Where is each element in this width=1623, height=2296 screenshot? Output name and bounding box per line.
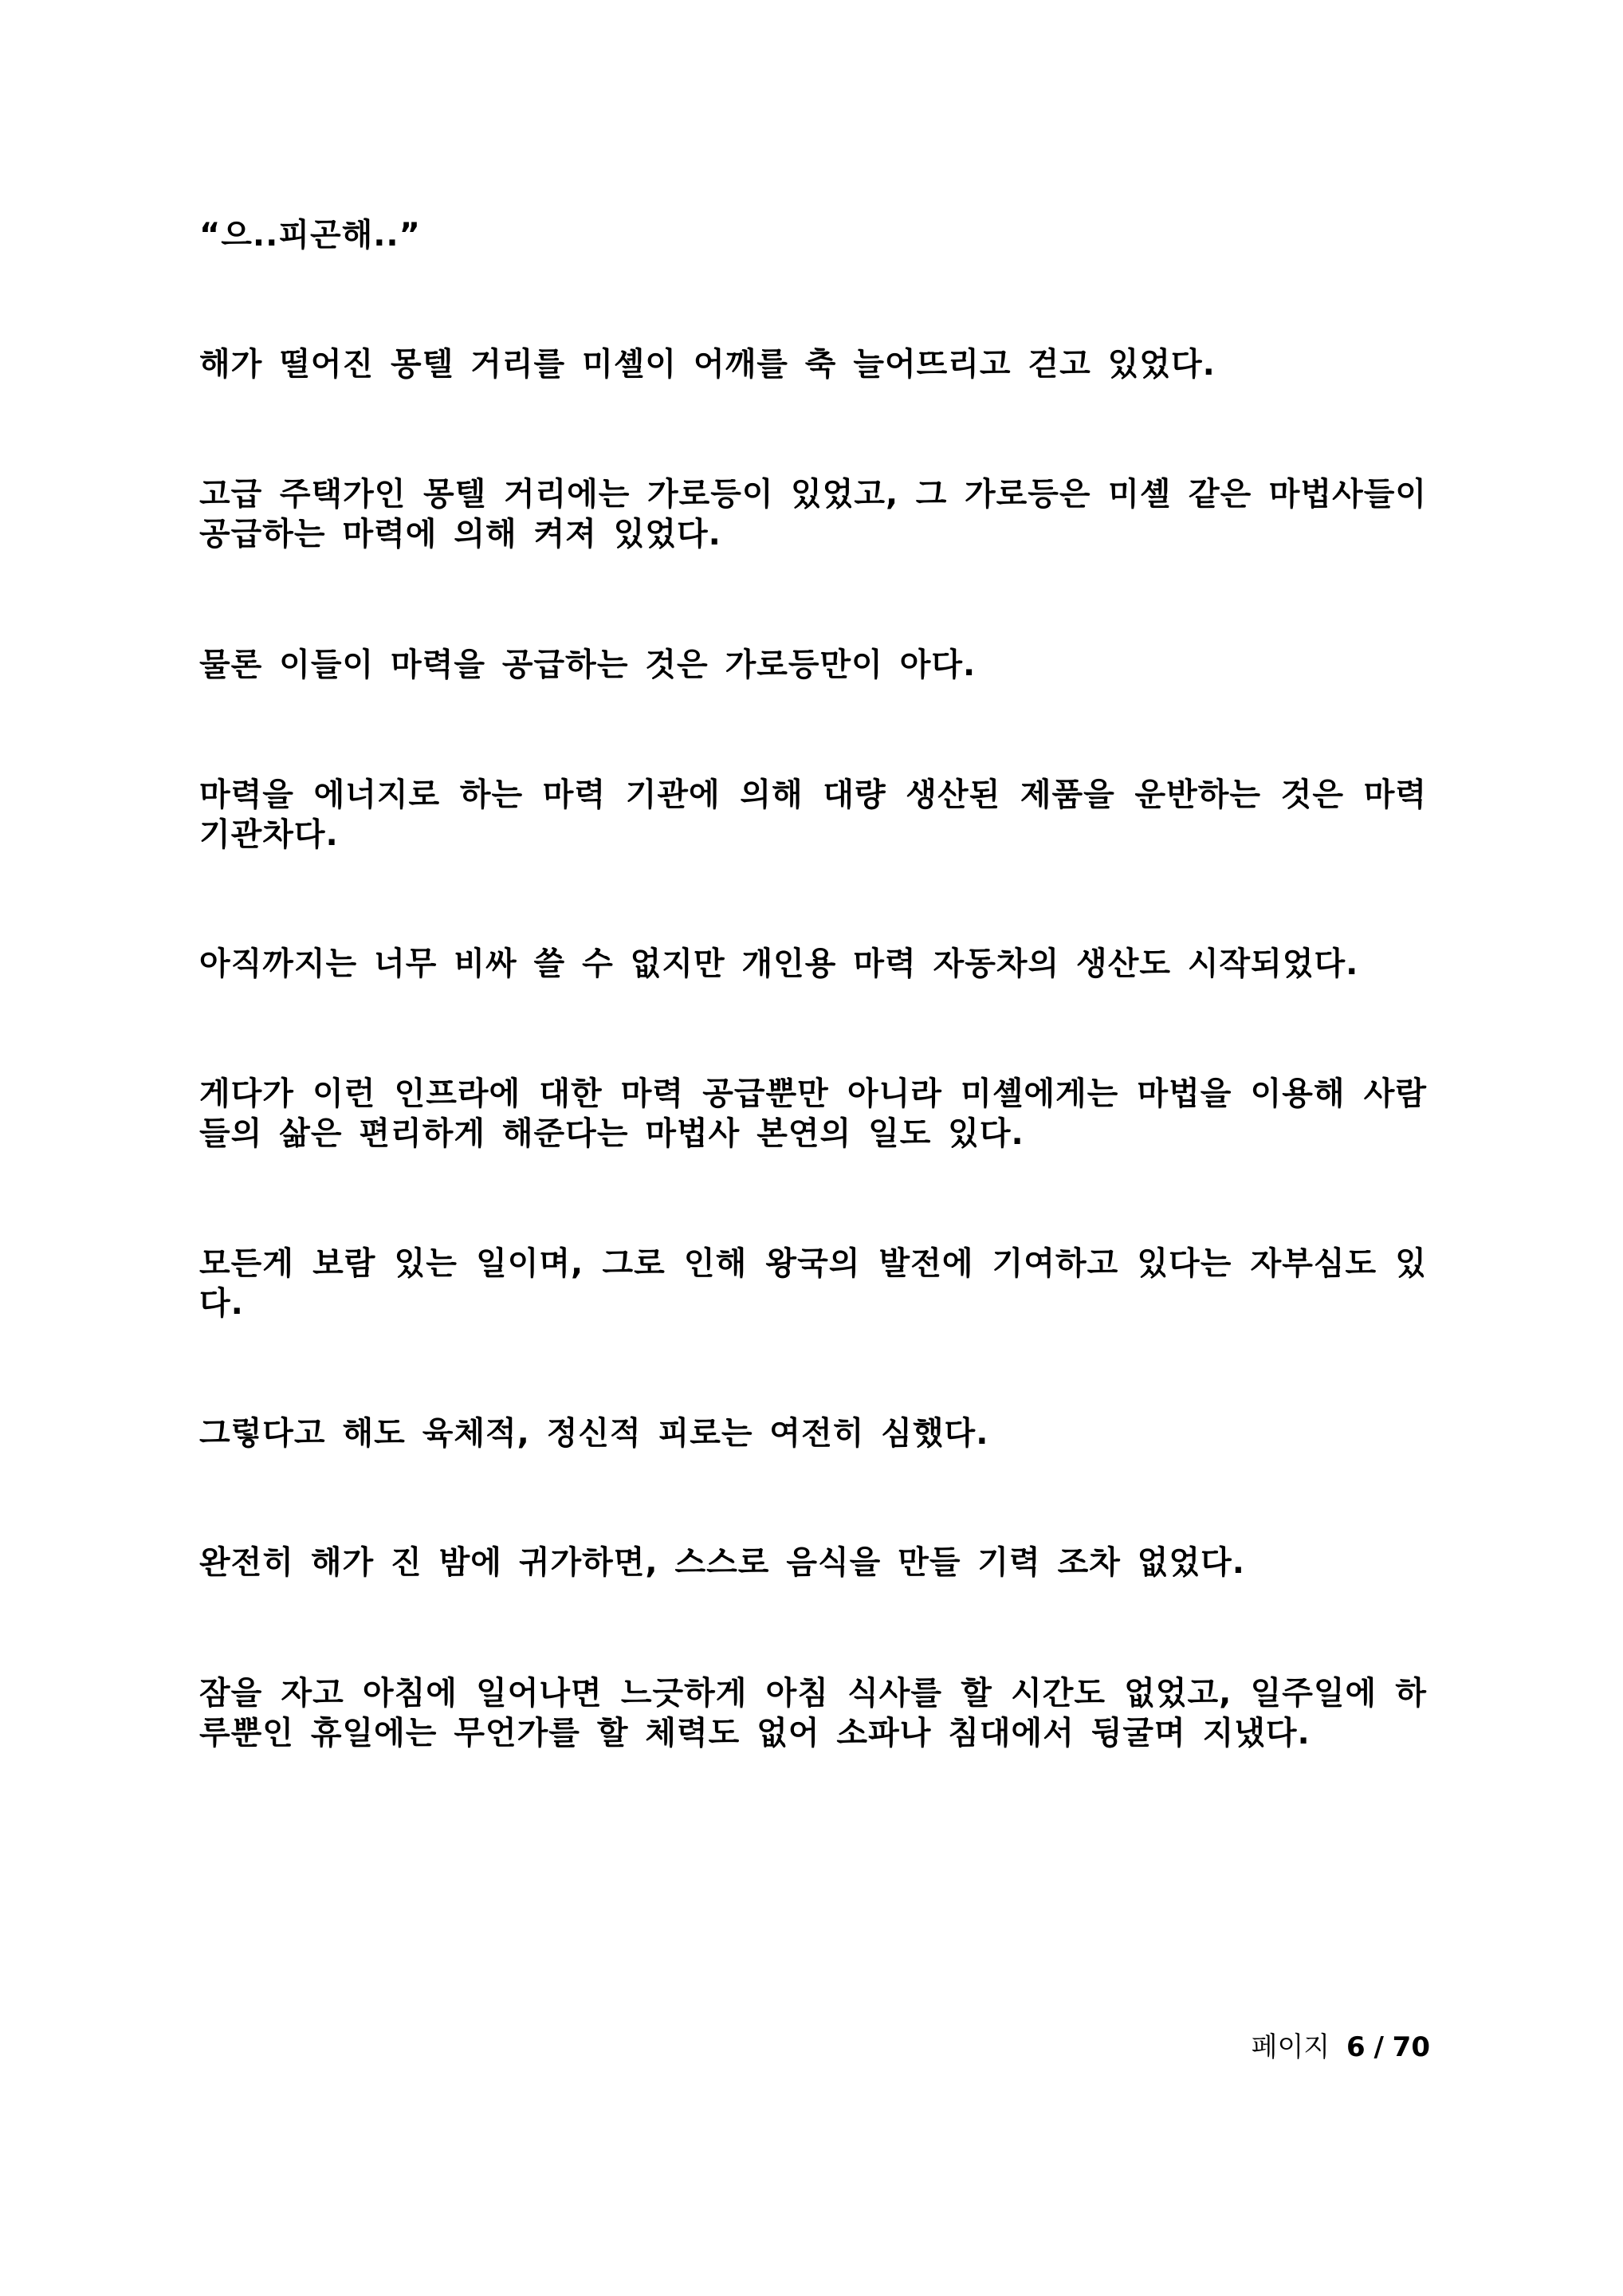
paragraph: 잠을 자고 아침에 일어나면 느긋하게 아침 식사를 할 시간도 없었고, 일주일에 하루뿐인 휴일에는 무언가를 할 체력도 없어 소파나 침대에서 뒹굴며 지냈다. <box>199 1675 1427 1751</box>
current-page-number: 6 <box>1346 2031 1366 2063</box>
paragraph: 마력을 에너지로 하는 마력 기관에 의해 대량 생산된 제품을 운반하는 것은 마력 기관차다. <box>199 776 1427 853</box>
paragraph: 해가 떨어진 몽텔 거리를 미셸이 어깨를 축 늘어뜨리고 걷고 있었다. <box>199 346 1216 383</box>
page-separator: / <box>1373 2031 1384 2063</box>
paragraph: 아직까지는 너무 비싸 쓸 수 없지만 개인용 마력 자동차의 생산도 시작되었다. <box>199 946 1359 982</box>
paragraph: 완전히 해가 진 밤에 귀가하면, 스스로 음식을 만들 기력 조차 없었다. <box>199 1544 1245 1581</box>
paragraph: 게다가 이런 인프라에 대한 마력 공급뿐만 아니라 미셸에게는 마법을 이용해 사람들의 삶은 편리하게 해준다는 마법사 본연의 일도 있다. <box>199 1075 1427 1152</box>
paragraph: “으..피곤해..” <box>199 217 421 254</box>
page-label: 페이지 <box>1251 2031 1330 2063</box>
total-pages-number: 70 <box>1392 2031 1430 2063</box>
paragraph: 고급 주택가인 몽텔 거리에는 가로등이 있었고, 그 가로등은 미셸 같은 마법사들이 공급하는 마력에 의해 켜져 있었다. <box>199 476 1427 552</box>
paragraph: 물론 이들이 마력을 공급하는 것은 가로등만이 아다. <box>199 647 977 683</box>
body-text <box>199 215 1427 1753</box>
page-number-footer <box>1252 2031 1430 2063</box>
paragraph: 모든게 보람 있는 일이며, 그로 인해 왕국의 발전에 기여하고 있다는 자부심도 있다. <box>199 1245 1427 1322</box>
paragraph: 그렇다고 해도 육체적, 정신적 피로는 여전히 심했다. <box>199 1415 989 1452</box>
